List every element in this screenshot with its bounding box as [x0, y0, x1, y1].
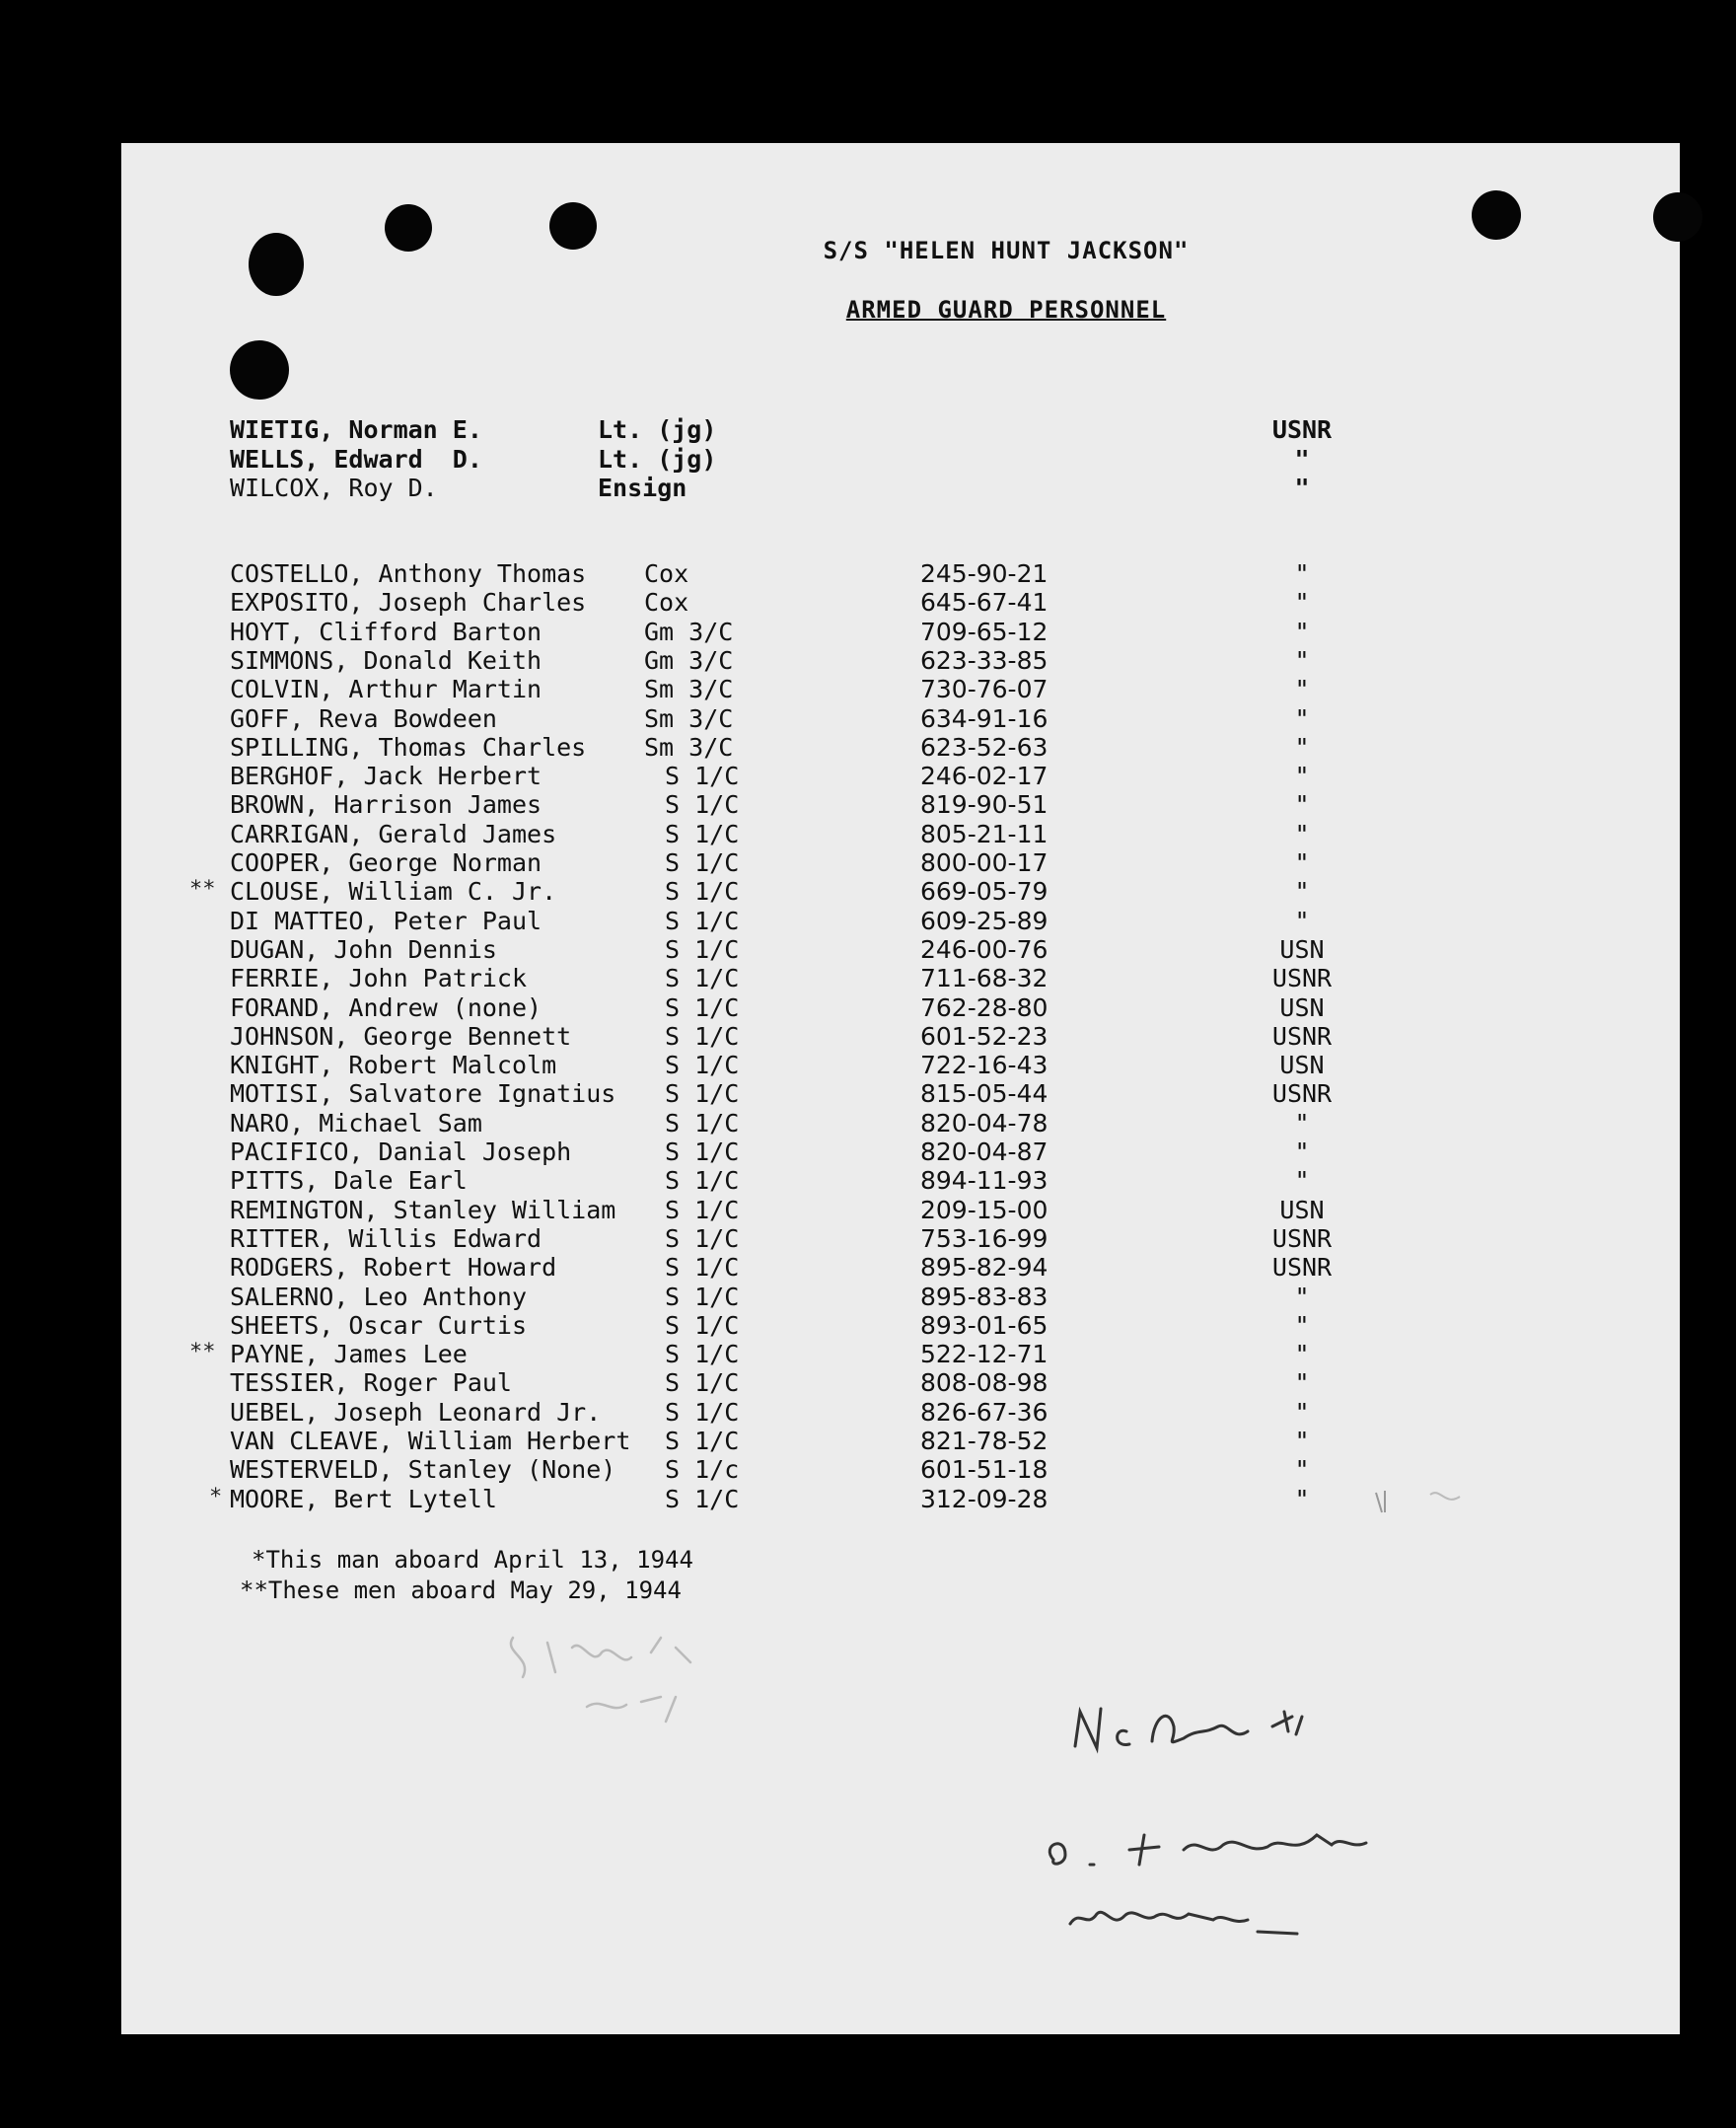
service-number: 722-16-43: [920, 1051, 1049, 1079]
service-branch: ": [1294, 1283, 1310, 1311]
service-number: 623-52-63: [920, 733, 1049, 762]
service-number: 601-52-23: [920, 1022, 1049, 1051]
crew-rate: S 1/C: [665, 1137, 740, 1166]
service-branch: ": [1294, 1137, 1310, 1166]
crew-name: MOTISI, Salvatore Ignatius: [230, 1079, 616, 1108]
service-number: 820-04-87: [920, 1137, 1049, 1166]
crew-row: [0, 675, 1736, 703]
crew-name: VAN CLEAVE, William Herbert: [230, 1427, 631, 1455]
crew-rate: S 1/C: [665, 1196, 740, 1224]
service-branch: USNR: [1271, 1079, 1333, 1108]
crew-rate: S 1/C: [665, 762, 740, 790]
crew-rate: S 1/C: [665, 964, 740, 992]
crew-row: [0, 790, 1736, 819]
service-number: 895-83-83: [920, 1283, 1049, 1311]
crew-row: [0, 1485, 1736, 1513]
footnote: *This man aboard April 13, 1944: [252, 1546, 693, 1574]
service-number: 808-08-98: [920, 1368, 1049, 1397]
footnote: **These men aboard May 29, 1944: [240, 1577, 682, 1604]
crew-row: [0, 1398, 1736, 1427]
service-branch: ": [1294, 1368, 1310, 1397]
crew-rate: Gm 3/C: [644, 646, 734, 675]
crew-row: [0, 820, 1736, 848]
crew-rate: S 1/C: [665, 848, 740, 877]
crew-rate: Gm 3/C: [644, 618, 734, 646]
crew-rate: S 1/C: [665, 820, 740, 848]
crew-name: DI MATTEO, Peter Paul: [230, 907, 542, 935]
crew-rate: S 1/C: [665, 1166, 740, 1195]
crew-name: KNIGHT, Robert Malcolm: [230, 1051, 557, 1079]
officer-rank: Lt. (jg): [598, 415, 717, 444]
service-number: 893-01-65: [920, 1311, 1049, 1340]
service-branch: ": [1294, 1166, 1310, 1195]
crew-row: [0, 1340, 1736, 1368]
crew-rate: S 1/C: [665, 1253, 740, 1282]
crew-rate: Cox: [644, 559, 689, 588]
roster-subtitle: ARMED GUARD PERSONNEL: [845, 296, 1167, 324]
crew-name: NARO, Michael Sam: [230, 1109, 482, 1137]
service-branch: ": [1294, 733, 1310, 762]
crew-row: [0, 704, 1736, 733]
crew-row: [0, 559, 1736, 588]
service-number: 800-00-17: [920, 848, 1049, 877]
crew-row: [0, 646, 1736, 675]
crew-name: GOFF, Reva Bowdeen: [230, 704, 497, 733]
service-branch: ": [1294, 1455, 1310, 1484]
crew-name: COOPER, George Norman: [230, 848, 542, 877]
crew-rate: S 1/C: [665, 1340, 740, 1368]
crew-row: [0, 618, 1736, 646]
service-number: 894-11-93: [920, 1166, 1049, 1195]
crew-row: [0, 1079, 1736, 1108]
crew-row: [0, 733, 1736, 762]
crew-name: PACIFICO, Danial Joseph: [230, 1137, 572, 1166]
crew-rate: S 1/C: [665, 907, 740, 935]
crew-name: CARRIGAN, Gerald James: [230, 820, 557, 848]
crew-name: FERRIE, John Patrick: [230, 964, 528, 992]
officer-rank: Ensign: [598, 474, 687, 502]
service-number: 245-90-21: [920, 559, 1049, 588]
crew-row: [0, 877, 1736, 906]
service-branch: ": [1294, 820, 1310, 848]
crew-rate: Sm 3/C: [644, 675, 734, 703]
service-branch: ": [1294, 790, 1310, 819]
service-branch: ": [1294, 877, 1310, 906]
service-branch: ": [1294, 907, 1310, 935]
crew-rate: S 1/C: [665, 1224, 740, 1253]
service-number: 826-67-36: [920, 1398, 1049, 1427]
officer-name: WELLS, Edward D.: [230, 445, 482, 474]
pencil-marks: [1371, 1485, 1470, 1514]
service-branch: USN: [1279, 1051, 1325, 1079]
service-number: 753-16-99: [920, 1224, 1049, 1253]
asterisk-mark: **: [189, 1340, 216, 1364]
crew-name: CLOUSE, William C. Jr.: [230, 877, 557, 906]
crew-row: [0, 1455, 1736, 1484]
crew-row: [0, 1427, 1736, 1455]
crew-name: JOHNSON, George Bennett: [230, 1022, 572, 1051]
crew-rate: S 1/C: [665, 993, 740, 1022]
service-number: 815-05-44: [920, 1079, 1049, 1108]
crew-rate: Sm 3/C: [644, 704, 734, 733]
officer-service: USNR: [1271, 415, 1333, 444]
service-number: 312-09-28: [920, 1485, 1049, 1513]
crew-name: HOYT, Clifford Barton: [230, 618, 542, 646]
crew-name: COSTELLO, Anthony Thomas: [230, 559, 587, 588]
crew-name: MOORE, Bert Lytell: [230, 1485, 497, 1513]
crew-name: SALERNO, Leo Anthony: [230, 1283, 528, 1311]
service-branch: ": [1294, 1398, 1310, 1427]
service-number: 895-82-94: [920, 1253, 1049, 1282]
service-number: 645-67-41: [920, 588, 1049, 617]
service-number: 820-04-78: [920, 1109, 1049, 1137]
service-number: 623-33-85: [920, 646, 1049, 675]
service-number: 609-25-89: [920, 907, 1049, 935]
crew-row: [0, 1137, 1736, 1166]
service-branch: USN: [1279, 1196, 1325, 1224]
service-branch: USNR: [1271, 1253, 1333, 1282]
crew-name: BROWN, Harrison James: [230, 790, 542, 819]
crew-name: COLVIN, Arthur Martin: [230, 675, 542, 703]
crew-name: SPILLING, Thomas Charles: [230, 733, 587, 762]
service-number: 730-76-07: [920, 675, 1049, 703]
crew-row: [0, 1283, 1736, 1311]
crew-row: [0, 964, 1736, 992]
service-branch: ": [1294, 675, 1310, 703]
crew-row: [0, 1051, 1736, 1079]
service-branch: USNR: [1271, 1022, 1333, 1051]
service-branch: ": [1294, 762, 1310, 790]
crew-row: [0, 1166, 1736, 1195]
service-number: 762-28-80: [920, 993, 1049, 1022]
crew-rate: S 1/C: [665, 1079, 740, 1108]
crew-rate: S 1/C: [665, 1109, 740, 1137]
service-branch: USN: [1279, 993, 1325, 1022]
crew-name: PAYNE, James Lee: [230, 1340, 468, 1368]
crew-rate: S 1/C: [665, 935, 740, 964]
crew-row: [0, 762, 1736, 790]
crew-rate: S 1/C: [665, 877, 740, 906]
crew-rate: S 1/C: [665, 1485, 740, 1513]
service-branch: ": [1294, 704, 1310, 733]
officer-rank: Lt. (jg): [598, 445, 717, 474]
crew-row: [0, 848, 1736, 877]
service-number: 246-00-76: [920, 935, 1049, 964]
officer-name: WILCOX, Roy D.: [230, 474, 438, 502]
crew-name: DUGAN, John Dennis: [230, 935, 497, 964]
crew-name: EXPOSITO, Joseph Charles: [230, 588, 587, 617]
crew-rate: S 1/C: [665, 1398, 740, 1427]
service-number: 601-51-18: [920, 1455, 1049, 1484]
officer-name: WIETIG, Norman E.: [230, 415, 482, 444]
crew-row: [0, 1368, 1736, 1397]
crew-rate: S 1/C: [665, 1368, 740, 1397]
crew-row: [0, 1311, 1736, 1340]
crew-rate: S 1/C: [665, 1427, 740, 1455]
officer-row: [0, 415, 1736, 444]
service-number: 711-68-32: [920, 964, 1049, 992]
crew-rate: Sm 3/C: [644, 733, 734, 762]
service-branch: ": [1294, 618, 1310, 646]
handwritten-signature: [1036, 1687, 1430, 1944]
asterisk-mark: *: [209, 1485, 223, 1509]
service-branch: ": [1294, 1485, 1310, 1513]
crew-row: [0, 935, 1736, 964]
crew-row: [0, 1022, 1736, 1051]
crew-rate: S 1/C: [665, 1283, 740, 1311]
officer-service: ": [1294, 445, 1310, 474]
service-number: 522-12-71: [920, 1340, 1049, 1368]
crew-name: BERGHOF, Jack Herbert: [230, 762, 542, 790]
crew-row: [0, 588, 1736, 617]
service-branch: USNR: [1271, 1224, 1333, 1253]
crew-row: [0, 1109, 1736, 1137]
crew-rate: S 1/C: [665, 790, 740, 819]
ship-title: S/S "HELEN HUNT JACKSON": [823, 237, 1190, 264]
crew-name: SIMMONS, Donald Keith: [230, 646, 542, 675]
crew-row: [0, 1224, 1736, 1253]
crew-rate: S 1/C: [665, 1311, 740, 1340]
service-branch: ": [1294, 1340, 1310, 1368]
crew-row: [0, 1196, 1736, 1224]
service-number: 209-15-00: [920, 1196, 1049, 1224]
crew-name: RITTER, Willis Edward: [230, 1224, 542, 1253]
officer-row: [0, 474, 1736, 502]
service-number: 821-78-52: [920, 1427, 1049, 1455]
service-branch: ": [1294, 646, 1310, 675]
crew-row: [0, 993, 1736, 1022]
service-number: 246-02-17: [920, 762, 1049, 790]
service-branch: USNR: [1271, 964, 1333, 992]
crew-name: TESSIER, Roger Paul: [230, 1368, 512, 1397]
service-branch: ": [1294, 1427, 1310, 1455]
crew-row: [0, 907, 1736, 935]
service-number: 709-65-12: [920, 618, 1049, 646]
crew-name: WESTERVELD, Stanley (None): [230, 1455, 616, 1484]
crew-name: RODGERS, Robert Howard: [230, 1253, 557, 1282]
officer-row: [0, 445, 1736, 474]
service-number: 634-91-16: [920, 704, 1049, 733]
crew-row: [0, 1253, 1736, 1282]
crew-rate: S 1/C: [665, 1051, 740, 1079]
service-number: 805-21-11: [920, 820, 1049, 848]
service-number: 669-05-79: [920, 877, 1049, 906]
crew-name: REMINGTON, Stanley William: [230, 1196, 616, 1224]
crew-rate: S 1/c: [665, 1455, 740, 1484]
crew-rate: S 1/C: [665, 1022, 740, 1051]
asterisk-mark: **: [189, 877, 216, 902]
service-branch: ": [1294, 848, 1310, 877]
service-branch: ": [1294, 559, 1310, 588]
crew-name: UEBEL, Joseph Leonard Jr.: [230, 1398, 602, 1427]
faint-pencil-note: [493, 1598, 750, 1736]
service-number: 819-90-51: [920, 790, 1049, 819]
service-branch: ": [1294, 588, 1310, 617]
crew-name: FORAND, Andrew (none): [230, 993, 542, 1022]
service-branch: ": [1294, 1311, 1310, 1340]
service-branch: USN: [1279, 935, 1325, 964]
service-branch: ": [1294, 1109, 1310, 1137]
crew-name: PITTS, Dale Earl: [230, 1166, 468, 1195]
crew-name: SHEETS, Oscar Curtis: [230, 1311, 528, 1340]
officer-service: ": [1294, 474, 1310, 502]
crew-rate: Cox: [644, 588, 689, 617]
